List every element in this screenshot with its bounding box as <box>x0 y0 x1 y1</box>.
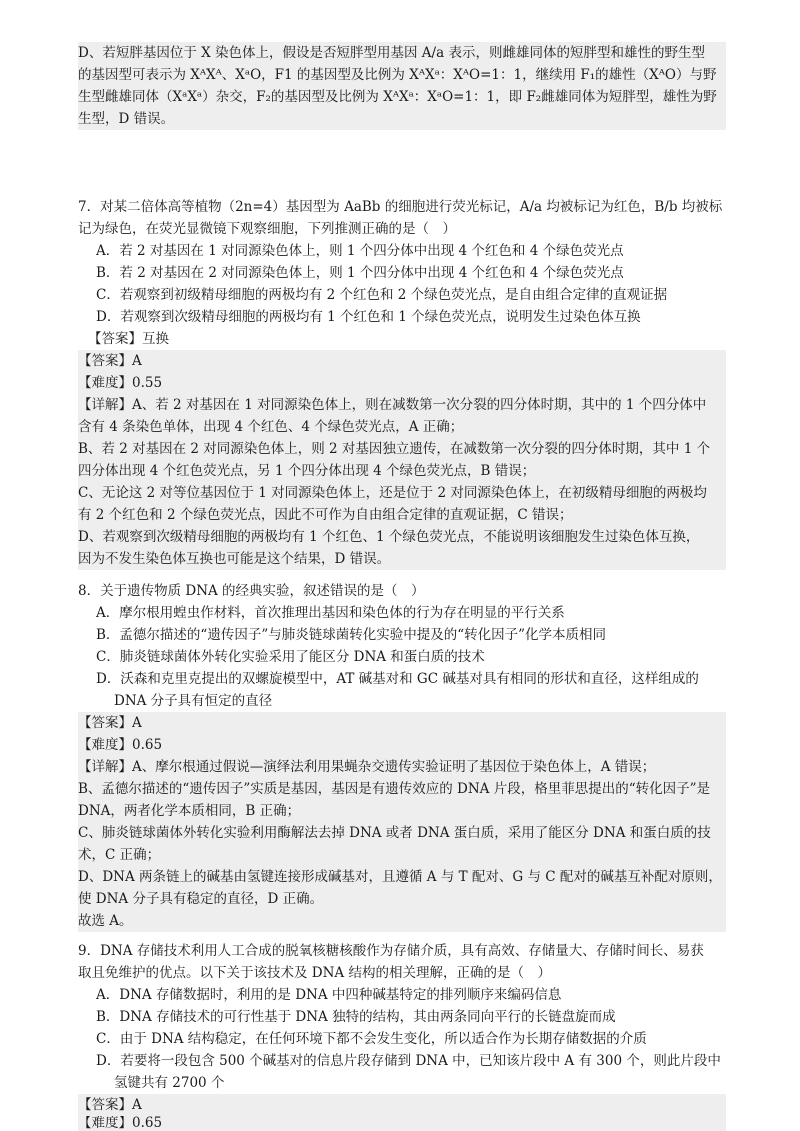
option-d: D．若要将一段包含 500 个碱基对的信息片段存储到 DNA 中，已知该片段中 A 有 300 个，则此片段中 <box>96 1053 721 1069</box>
option-b: B．若 2 对基因在 2 对同源染色体上，则 1 个四分体中出现 4 个红色和 4 个绿色荧光点 <box>96 265 624 281</box>
detail-line: 四分体出现 4 个红色荧光点，另 1 个四分体出现 4 个绿色荧光点，B 错误； <box>78 463 536 479</box>
detail-line: 使 DNA 分子具有稳定的直径，D 正确。 <box>78 891 324 907</box>
detail-line: 有 2 个红色和 2 个绿色荧光点，因此不可作为自由组合定律的直观证据，C 错误； <box>78 507 573 523</box>
detail-line: 故选 A。 <box>78 913 133 929</box>
option-b: B．孟德尔描述的“遗传因子”与肺炎链球菌转化实验中提及的“转化因子”化学本质相同 <box>96 627 607 643</box>
question-stem: 记为绿色，在荧光显微镜下观察细胞，下列推测正确的是（ ） <box>78 221 456 237</box>
detail-line: B、孟德尔描述的“遗传因子”实质是基因，基因是有遗传效应的 DNA 片段，格里菲思提出的“转化因子”是 <box>78 781 710 797</box>
detail-line: 【详解】A、若 2 对基因在 1 对同源染色体上，则在减数第一次分裂的四分体时期，其中的 1 个四分体中 <box>78 397 707 413</box>
option-d: D．沃森和克里克提出的双螺旋模型中，AT 碱基对和 GC 碱基对具有相同的形状和直径，这样组成的 <box>96 671 699 687</box>
answer-label: 【答案】A <box>78 353 142 369</box>
option-a: A．若 2 对基因在 1 对同源染色体上，则 1 个四分体中出现 4 个红色和 4 个绿色荧光点 <box>96 243 624 259</box>
option-a: A．摩尔根用蝗虫作材料，首次推理出基因和染色体的行为存在明显的平行关系 <box>96 605 565 621</box>
explanation-line: 生型，D 错误。 <box>78 111 175 127</box>
option-c: C．肺炎链球菌体外转化实验采用了能区分 DNA 和蛋白质的技术 <box>96 649 485 665</box>
question-9 <box>78 940 726 1094</box>
detail-line: 术，C 正确； <box>78 847 161 863</box>
explanation-line: D、若短胖基因位于 X 染色体上，假设是否短胖型用基因 A/a 表示，则雌雄同体的短胖型和雄性的野生型 <box>78 45 705 61</box>
option-a: A．DNA 存储数据时，利用的是 DNA 中四种碱基特定的排列顺序来编码信息 <box>96 987 562 1003</box>
detail-line: 【详解】A、摩尔根通过假说—演绎法利用果蝇杂交遗传实验证明了基因位于染色体上，A 错误； <box>78 759 656 775</box>
question-stem: 9．DNA 存储技术利用人工合成的脱氧核糖核酸作为存储介质，具有高效、存储量大、存储时间长、易获 <box>78 943 704 959</box>
q9-solution-block <box>78 1094 726 1116</box>
detail-line: C、肺炎链球菌体外转化实验利用酶解法去掉 DNA 或者 DNA 蛋白质，采用了能区分 DNA 和蛋白质的技 <box>78 825 711 841</box>
question-stem: 8．关于遗传物质 DNA 的经典实验，叙述错误的是（ ） <box>78 583 425 599</box>
answer-label: 【答案】A <box>78 1097 142 1113</box>
detail-line: D、若观察到次级精母细胞的两极均有 1 个红色、1 个绿色荧光点，不能说明该细胞发生过染色体互换， <box>78 529 700 545</box>
difficulty-label: 【难度】0.55 <box>78 375 163 391</box>
detail-line: D、DNA 两条链上的碱基由氢键连接形成碱基对，且遵循 A 与 T 配对、G 与 C 配对的碱基互补配对原则， <box>78 869 722 885</box>
q9-solution-block-tail <box>78 1116 726 1131</box>
prev-explanation-block <box>78 42 726 130</box>
detail-line: 因为不发生染色体互换也可能是这个结果，D 错误。 <box>78 551 391 567</box>
question-7 <box>78 196 726 350</box>
detail-line: B、若 2 对基因在 2 对同源染色体上，则 2 对基因独立遗传，在减数第一次分裂的四分体时期，其中 1 个 <box>78 441 711 457</box>
option-c: C．若观察到初级精母细胞的两极均有 2 个红色和 2 个绿色荧光点，是自由组合定律的直观证据 <box>96 287 668 303</box>
explanation-line: 生型雌雄同体（XᵃXᵃ）杂交，F₂的基因型及比例为 XᴬXᵃ：XᵃO=1：1，即 F₂雌雄同体为短胖型，雄性为野 <box>78 89 717 105</box>
detail-line: DNA，两者化学本质相同，B 正确； <box>78 803 301 819</box>
detail-line: 含有 4 条染色单体，出现 4 个红色、4 个绿色荧光点，A 正确； <box>78 419 464 435</box>
explanation-line: 的基因型可表示为 XᴬXᴬ、XᵃO，F1 的基因型及比例为 XᴬXᵃ：XᴬO=1：1，继续用 F₁的雄性（XᴬO）与野 <box>78 67 717 83</box>
difficulty-label: 【难度】0.65 <box>78 1116 163 1131</box>
question-8 <box>78 580 726 712</box>
answer-label: 【答案】A <box>78 715 142 731</box>
option-d-continued: DNA 分子具有恒定的直径 <box>114 693 273 709</box>
question-stem: 取且免维护的优点。以下关于该技术及 DNA 结构的相关理解，正确的是（ ） <box>78 965 551 981</box>
q7-solution-block <box>78 350 726 570</box>
option-d: D．若观察到次级精母细胞的两极均有 1 个红色和 1 个绿色荧光点，说明发生过染色体互换 <box>96 309 641 325</box>
option-b: B．DNA 存储技术的可行性基于 DNA 独特的结构，其由两条同向平行的长链盘旋而成 <box>96 1009 616 1025</box>
answer-note: 【答案】互换 <box>88 331 169 347</box>
detail-line: C、无论这 2 对等位基因位于 1 对同源染色体上，还是位于 2 对同源染色体上，在初级精母细胞的两极均 <box>78 485 707 501</box>
q8-solution-block <box>78 712 726 932</box>
option-d-continued: 氢键共有 2700 个 <box>114 1075 225 1091</box>
option-c: C．由于 DNA 结构稳定，在任何环境下都不会发生变化，所以适合作为长期存储数据的介质 <box>96 1031 647 1047</box>
question-stem: 7．对某二倍体高等植物（2n=4）基因型为 AaBb 的细胞进行荧光标记，A/a 均被标记为红色，B/b 均被标 <box>78 199 723 215</box>
difficulty-label: 【难度】0.65 <box>78 737 163 753</box>
